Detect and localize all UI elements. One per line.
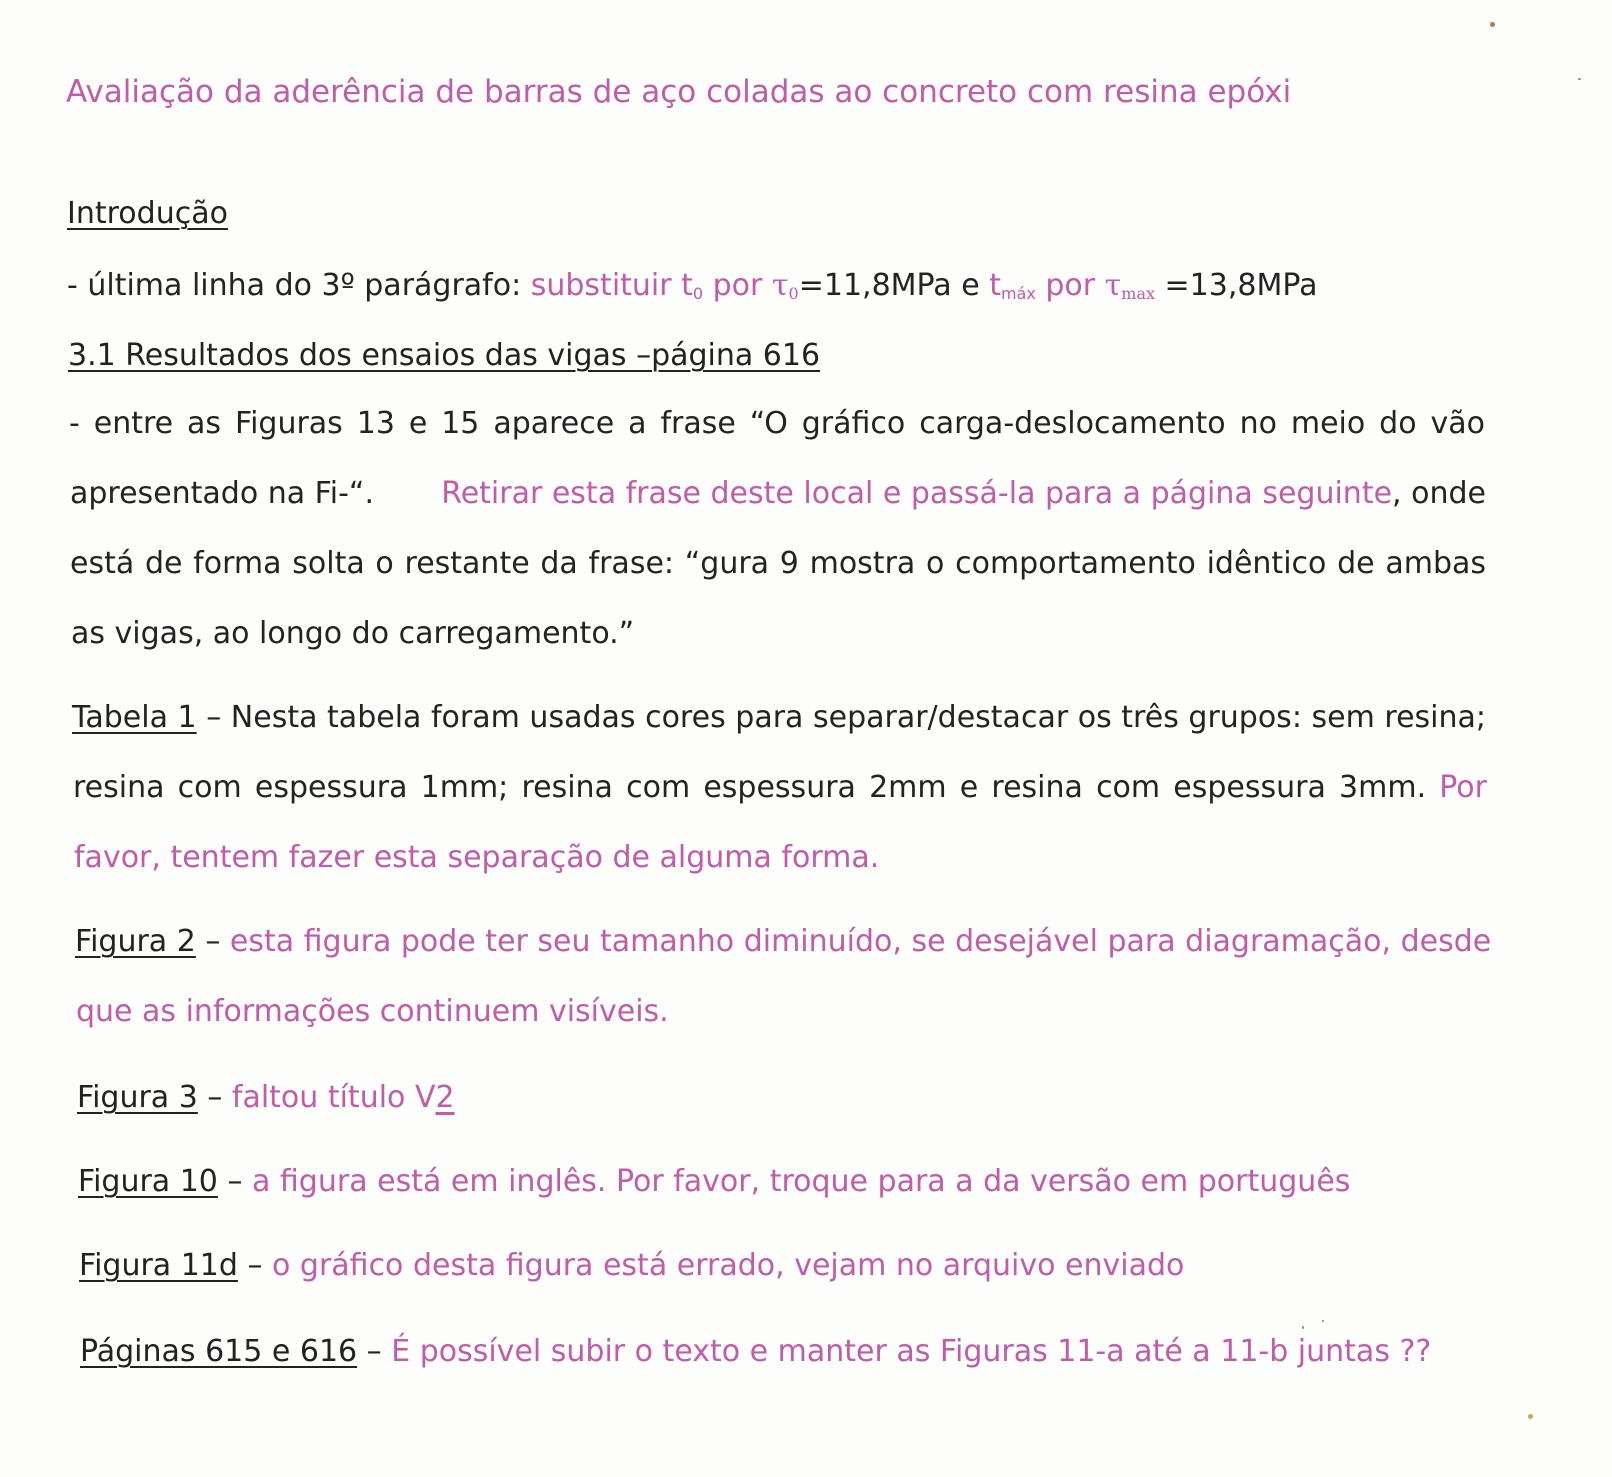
section-31-line-2-end: , onde — [1392, 476, 1486, 511]
tabela1-line-1 — [72, 700, 1486, 736]
paginas-text: É possível subir o texto e manter as Figuras 11-a até a 11-b juntas ?? — [391, 1334, 1432, 1369]
figura3-dash: – — [197, 1080, 232, 1115]
figura3-line — [77, 1080, 455, 1116]
taumax-subscript: max — [1121, 284, 1155, 303]
tabela1-text-2: resina com espessura 1mm; resina com espessura 2mm e resina com espessura 3mm. — [73, 770, 1427, 805]
paginas-dash: – — [357, 1334, 392, 1369]
scan-speck — [1528, 1414, 1533, 1419]
figura2-line-2: que as informações continuem visíveis. — [76, 994, 669, 1029]
paginas-line — [80, 1334, 1431, 1370]
paginas-label: Páginas 615 e 616 — [80, 1334, 358, 1369]
intro-tau0 — [772, 268, 799, 303]
tabela1-text-1: – Nesta tabela foram usadas cores para separar/destacar os três grupos: sem resina; — [196, 700, 1486, 735]
figura3-text: faltou título V — [231, 1080, 436, 1115]
section-31-line-1: - entre as Figuras 13 e 15 aparece a frase “O gráfico carga-deslocamento no meio do vão — [69, 406, 1485, 441]
tabela1-por: Por — [1426, 770, 1487, 805]
document-title: Avaliação da aderência de barras de aço coladas ao concreto com resina epóxi — [66, 74, 1292, 110]
figura2-text-1: esta figura pode ter seu tamanho diminuído, se desejável para diagramação, desde — [229, 924, 1492, 959]
figura10-line — [78, 1164, 1350, 1200]
intro-heading-text: Introdução — [67, 196, 228, 231]
intro-t0 — [681, 268, 703, 303]
figura11d-line — [79, 1248, 1184, 1284]
intro-heading — [67, 196, 228, 232]
figura11d-label: Figura 11d — [79, 1248, 238, 1283]
figura10-dash: – — [217, 1164, 252, 1199]
section-31-heading-text: 3.1 Resultados dos ensaios das vigas –página 616 — [68, 338, 821, 373]
figura10-label: Figura 10 — [78, 1164, 218, 1199]
scan-speck — [1322, 1320, 1324, 1322]
tabela1-line-3: favor, tentem fazer esta separação de alguma forma. — [74, 840, 880, 875]
figura2-label: Figura 2 — [75, 924, 196, 959]
intro-tmax — [989, 268, 1036, 303]
intro-por-1: por — [712, 268, 763, 303]
tabela1-label: Tabela 1 — [72, 700, 197, 735]
intro-value-2: =13,8MPa — [1155, 268, 1318, 303]
intro-taumax — [1105, 268, 1155, 303]
figura2-line-1 — [75, 924, 1492, 960]
tmax-symbol: t — [989, 268, 1001, 303]
section-31-line-3: está de forma solta o restante da frase: “gura 9 mostra o comportamento idêntico de ambas — [70, 546, 1486, 581]
section-31-instruction: Retirar esta frase deste local e passá-la para a página seguinte — [441, 476, 1393, 511]
section-31-line-4: as vigas, ao longo do carregamento.” — [71, 616, 635, 651]
figura10-text: a figura está em inglês. Por favor, troque para a da versão em português — [251, 1164, 1351, 1199]
tau0-subscript: 0 — [788, 284, 799, 303]
intro-substituir: substituir — [530, 268, 672, 303]
figura11d-text: o gráfico desta figura está errado, vejam no arquivo enviado — [272, 1248, 1185, 1283]
t0-subscript: 0 — [692, 284, 704, 303]
taumax-symbol: τ — [1104, 268, 1122, 303]
section-31-heading — [68, 338, 820, 374]
tmax-subscript: máx — [1000, 284, 1036, 303]
scan-speck — [1302, 1326, 1304, 1329]
figura2-dash: – — [195, 924, 230, 959]
intro-value-1: =11,8MPa e — [798, 268, 990, 303]
scan-speck — [1578, 78, 1581, 80]
figura3-label: Figura 3 — [77, 1080, 198, 1115]
t0-symbol: t — [681, 268, 693, 303]
tau0-symbol: τ — [771, 268, 789, 303]
section-31-line-2-start: apresentado na Fi-“. — [70, 476, 374, 511]
section-31-line-2 — [70, 476, 1486, 512]
section-31-line-2-rest — [441, 476, 1486, 512]
figura11d-dash: – — [237, 1248, 273, 1283]
tabela1-line-2 — [73, 770, 1487, 806]
intro-line — [67, 268, 1317, 312]
intro-prefix: - última linha do 3º parágrafo: — [67, 268, 531, 303]
intro-por-2: por — [1045, 268, 1096, 303]
scan-speck — [1490, 22, 1495, 27]
figura3-text-underlined: 2 — [435, 1080, 455, 1115]
